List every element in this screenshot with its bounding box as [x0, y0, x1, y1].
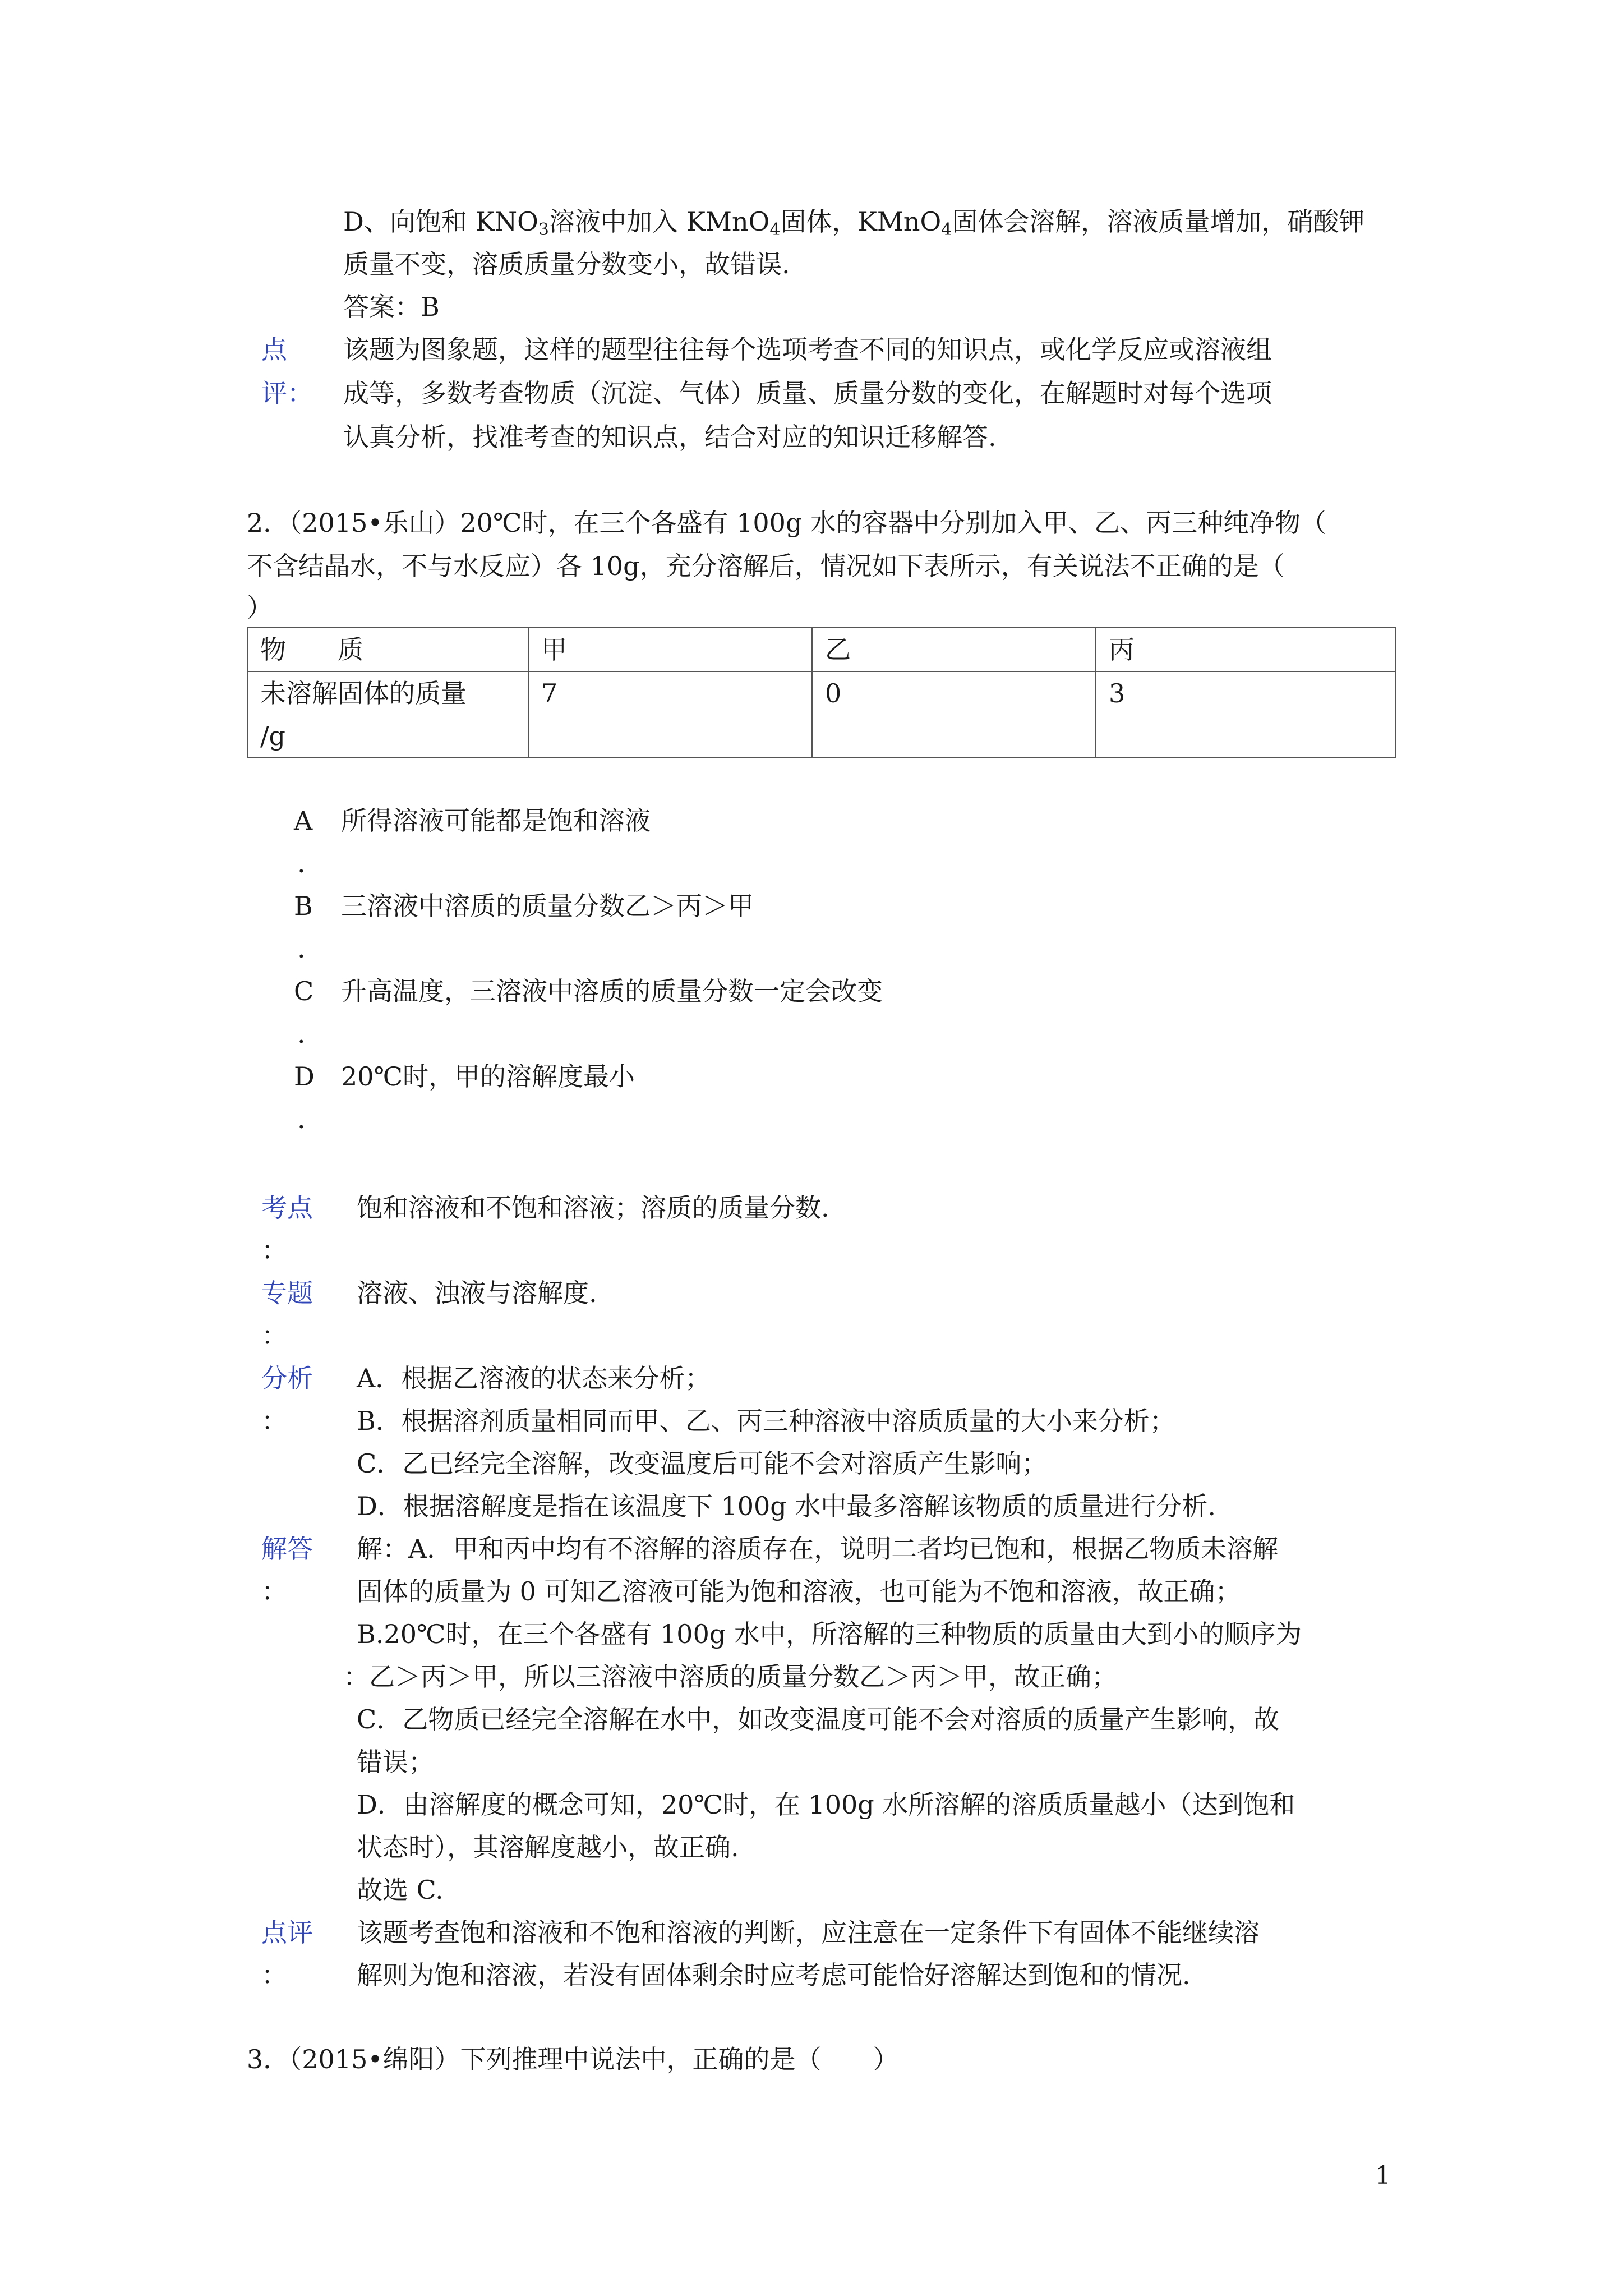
kaodian-label: 考点: [261, 1193, 313, 1223]
kaodian-text: 饱和溶液和不饱和溶液；溶质的质量分数.: [357, 1193, 829, 1223]
option-b-dot: .: [297, 933, 306, 964]
option-c-letter: C: [294, 976, 314, 1006]
q1-comment-line-2: 成等，多数考查物质（沉淀、气体）质量、质量分数的变化，在解题时对每个选项: [343, 378, 1272, 408]
fenxi-line-2: B．根据溶剂质量相同而甲、乙、丙三种溶液中溶质质量的大小来分析；: [357, 1406, 1175, 1436]
table-cell-yi: 0: [812, 671, 1096, 758]
option-c-dot: .: [297, 1019, 306, 1049]
jieda-line-3: B.20℃时，在三个各盛有 100g 水中，所溶解的三种物质的质量由大到小的顺序为: [357, 1619, 1302, 1649]
option-b-letter: B: [294, 891, 313, 921]
q1-answer: 答案：B: [343, 292, 440, 322]
dianping-line-2: 解则为饱和溶液，若没有固体剩余时应考虑可能恰好溶解达到饱和的情况.: [357, 1960, 1191, 1990]
fenxi-colon: ：: [261, 1406, 287, 1436]
q2-stem-line-1: 2．（2015•乐山）20℃时，在三个各盛有 100g 水的容器中分别加入甲、乙、丙三种纯净物（: [247, 508, 1326, 538]
q1-option-d-line2: 质量不变，溶质质量分数变小，故错误.: [343, 249, 790, 279]
option-d-dot: .: [297, 1104, 306, 1134]
table-row: [247, 671, 1396, 758]
q2-stem-line-2: 不含结晶水，不与水反应）各 10g，充分溶解后，情况如下表所示，有关说法不正确的是（: [247, 551, 1285, 581]
kaodian-colon: ：: [261, 1235, 287, 1266]
q1-comment-line-1: 该题为图象题，这样的题型往往每个选项考查不同的知识点，或化学反应或溶液组: [343, 334, 1272, 365]
q1-comment-label-1: 点: [261, 334, 287, 365]
option-d-letter: D: [294, 1061, 315, 1092]
fenxi-line-4: D．根据溶解度是指在该温度下 100g 水中最多溶解该物质的质量进行分析.: [357, 1491, 1216, 1521]
option-a-text: 所得溶液可能都是饱和溶液: [341, 806, 651, 836]
zhuanti-label: 专题: [261, 1278, 313, 1308]
option-b-text: 三溶液中溶质的质量分数乙＞丙＞甲: [341, 891, 754, 921]
option-a-letter: A: [294, 806, 313, 836]
table-header-jia: 甲: [528, 628, 812, 671]
table-header-bing: 丙: [1096, 628, 1396, 671]
table-cell-bing: 3: [1096, 671, 1396, 758]
fenxi-line-3: C．乙已经完全溶解，改变温度后可能不会对溶质产生影响；: [357, 1448, 1048, 1479]
jieda-line-8: 状态时），其溶解度越小，故正确.: [357, 1832, 739, 1862]
dianping-line-1: 该题考查饱和溶液和不饱和溶液的判断，应注意在一定条件下有固体不能继续溶: [357, 1917, 1260, 1948]
table-row-label: 未溶解固体的质量 /g: [247, 671, 528, 758]
dianping-label: 点评: [261, 1917, 313, 1948]
jieda-line-1: 解：A．甲和丙中均有不溶解的溶质存在，说明二者均已饱和，根据乙物质未溶解: [357, 1534, 1279, 1564]
fenxi-line-1: A．根据乙溶液的状态来分析；: [357, 1363, 711, 1393]
option-c-text: 升高温度，三溶液中溶质的质量分数一定会改变: [341, 976, 883, 1006]
jieda-line-6: 错误；: [357, 1747, 434, 1777]
q2-stem-line-3: ）: [247, 592, 273, 623]
zhuanti-colon: ：: [261, 1320, 287, 1351]
table-header-row: [247, 628, 1396, 671]
jieda-label: 解答: [261, 1534, 313, 1564]
jieda-line-4: ：乙＞丙＞甲，所以三溶液中溶质的质量分数乙＞丙＞甲，故正确；: [343, 1662, 1117, 1692]
table-header-yi: 乙: [812, 628, 1096, 671]
table-cell-jia: 7: [528, 671, 812, 758]
q2-data-table: [247, 627, 1396, 758]
table-header-substance: 物 质: [247, 628, 528, 671]
jieda-colon: ：: [261, 1576, 287, 1607]
jieda-line-9: 故选 C.: [357, 1875, 444, 1905]
fenxi-label: 分析: [261, 1363, 313, 1393]
dianping-colon: ：: [261, 1960, 287, 1990]
q1-comment-line-3: 认真分析，找准考查的知识点，结合对应的知识迁移解答.: [343, 422, 997, 452]
option-a-dot: .: [297, 848, 306, 878]
jieda-line-7: D．由溶解度的概念可知，20℃时，在 100g 水所溶解的溶质质量越小（达到饱和: [357, 1789, 1295, 1820]
q1-comment-label-2: 评：: [261, 378, 313, 408]
page-number: 1: [1375, 2161, 1391, 2190]
jieda-line-2: 固体的质量为 0 可知乙溶液可能为饱和溶液，也可能为不饱和溶液，故正确；: [357, 1576, 1241, 1607]
q3-stem: 3．（2015•绵阳）下列推理中说法中，正确的是（ ）: [247, 2044, 899, 2074]
jieda-line-5: C．乙物质已经完全溶解在水中，如改变温度可能不会对溶质的质量产生影响，故: [357, 1704, 1280, 1734]
zhuanti-text: 溶液、浊液与溶解度.: [357, 1278, 597, 1308]
option-d-text: 20℃时，甲的溶解度最小: [341, 1061, 635, 1092]
q1-option-d-line1: D、向饱和 $KNO_3$溶液中加入 KMnO$_4$固体，KMnO$_4$固体会溶解，溶液质量增加，硝酸钾: [343, 206, 1365, 240]
